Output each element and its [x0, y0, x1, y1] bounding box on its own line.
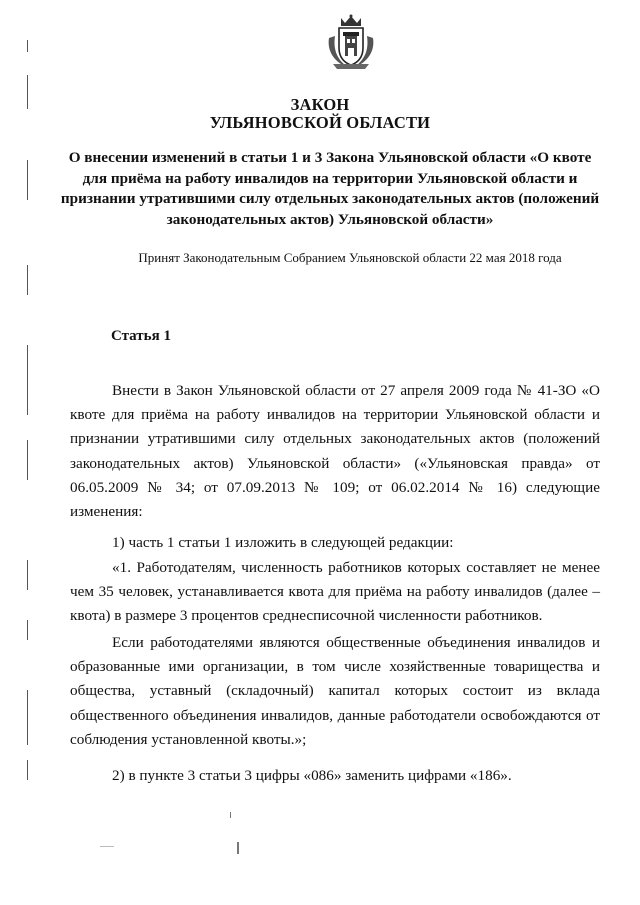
law-subject: О внесении изменений в статьи 1 и 3 Закона Ульяновской области «О квоте для приёма на работу инвалидов на территории Ульяновской области и признании утратившими силу отдельных законодательных актов (положений законодательных актов) Ульяновской области»: [60, 149, 600, 228]
quoted-text-paragraph-2: Если работодателями являются общественные объединения инвалидов и образованные ими организации, в том числе хозяйственные товарищества и общества, уставный (складочный) капитал которых состоит из вклада общественного объединения инвалидов, данные работодатели освобождаются от соблюдения установленной квоты.»;: [70, 634, 600, 748]
scan-artifact: [230, 812, 231, 818]
article-intro-paragraph: Внести в Закон Ульяновской области от 27 апреля 2009 года № 41-ЗО «О квоте для приёма на работу инвалидов на территории Ульяновской области и признании утратившими силу отдельных законодательных актов (положений законодательных актов) Ульяновской области» («Ульяновская правда» от 06.05.2009 № 34; от 07.09.2013 № 109; от 06.02.2014 № 16) следующие изменения:: [70, 382, 600, 521]
scan-artifact: [237, 842, 239, 854]
amendment-item-2: 2) в пункте 3 статьи 3 цифры «086» заменить цифрами «186».: [112, 767, 512, 784]
scan-artifact: [27, 760, 28, 780]
scan-artifact: [100, 846, 114, 847]
scan-artifact: [27, 560, 28, 590]
scan-artifact: [27, 265, 28, 295]
scan-artifact: [27, 440, 28, 480]
coat-of-arms-icon: [325, 14, 377, 70]
scan-artifact: [27, 690, 28, 745]
scan-artifact: [27, 345, 28, 415]
scan-artifact: [27, 160, 28, 200]
document-title: ЗАКОН: [290, 95, 350, 114]
document-title-region: УЛЬЯНОВСКОЙ ОБЛАСТИ: [209, 113, 431, 132]
amendment-item-1: 1) часть 1 статьи 1 изложить в следующей редакции:: [112, 534, 454, 551]
quoted-text-paragraph-1: «1. Работодателям, численность работников которых составляет не менее чем 35 человек, устанавливается квота для приёма на работу инвалидов (далее – квота) в размере 3 процентов среднесписочной численности работников.: [70, 559, 600, 625]
scan-artifact: [27, 40, 28, 52]
scan-artifact: [27, 620, 28, 640]
adoption-note: Принят Законодательным Собранием Ульяновской области 22 мая 2018 года: [138, 250, 562, 265]
article-heading: Статья 1: [111, 328, 171, 344]
